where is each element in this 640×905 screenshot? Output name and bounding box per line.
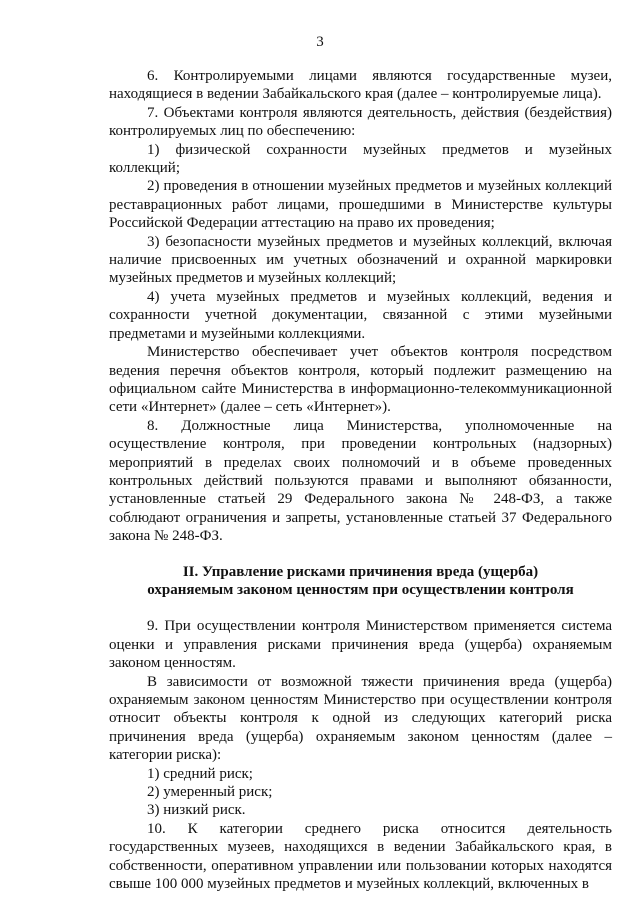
list-item-medium-risk: 1) средний риск; (147, 765, 253, 782)
paragraph-item-6: 6. Контролируемыми лицами являются государственные музеи, находящиеся в ведении Забайкальского края (далее – контролируемые лица). (109, 68, 612, 103)
paragraph-item-8: 8. Должностные лица Министерства, уполномоченные на осуществление контроля, при проведении контрольных (надзорных) мероприятий в пределах своих полномочий и в объеме проведенных контрольных действий пользуются правами и выполняют обязанности, установленные статьей 29 Федерального закона № 248-ФЗ, а также соблюдают ограничения и запреты, установленные статьей 37 Федерального закона № 248-ФЗ. (109, 417, 612, 545)
list-item-physical-safety: 1) физической сохранности музейных предметов и музейных коллекций; (109, 141, 612, 177)
section-heading-line-2: охраняемым законом ценностям при осуществлении контроля (147, 581, 574, 598)
list-item-low-risk: 3) низкий риск. (147, 802, 246, 819)
list-item-security: 3) безопасности музейных предметов и музейных коллекций, включая наличие присвоенных им учетных обозначений и охранной маркировки музейных предметов и музейных коллекций; (109, 233, 612, 287)
list-item-accounting: 4) учета музейных предметов и музейных коллекций, ведения и сохранности учетной документации, связанной с этими музейными предметами и музейными коллекциями. (109, 288, 612, 342)
paragraph-risk-categories: В зависимости от возможной тяжести причинения вреда (ущерба) охраняемым законом ценностям Министерство при осуществлении контроля относит объекты контроля к одной из следующих категорий риска причинения вреда (ущерба) охраняемым законом ценностям (далее – категории риска): (109, 673, 612, 764)
paragraph-item-10: 10. К категории среднего риска относится деятельность государственных музеев, находящихся в ведении Забайкальского края, в собственности, оперативном управлении или пользовании которых находятся свыше 100 000 музейных предметов и музейных коллекций, включенных в (109, 820, 612, 893)
list-item-moderate-risk: 2) умеренный риск; (147, 784, 273, 801)
paragraph-ministry-register: Министерство обеспечивает учет объектов контроля посредством ведения перечня объектов контроля, который подлежит размещению на официальном сайте Министерства в информационно-телекоммуникационной сети «Интернет» (далее – сеть «Интернет»). (109, 344, 612, 416)
list-item-restoration: 2) проведения в отношении музейных предметов и музейных коллекций реставрационных работ лицами, прошедшими в Министерстве культуры Российской Федерации аттестацию на право их проведения; (109, 178, 612, 232)
section-heading (109, 563, 612, 600)
document-body (109, 67, 612, 893)
page-number: 3 (316, 34, 324, 50)
paragraph-item-7: 7. Объектами контроля являются деятельность, действия (бездействия) контролируемых лиц по обеспечению: (109, 104, 612, 140)
paragraph-item-9: 9. При осуществлении контроля Министерством применяется система оценки и управления рисками причинения вреда (ущерба) охраняемым законом ценностям. (109, 618, 612, 672)
section-heading-line-1: II. Управление рисками причинения вреда (ущерба) (182, 563, 539, 580)
